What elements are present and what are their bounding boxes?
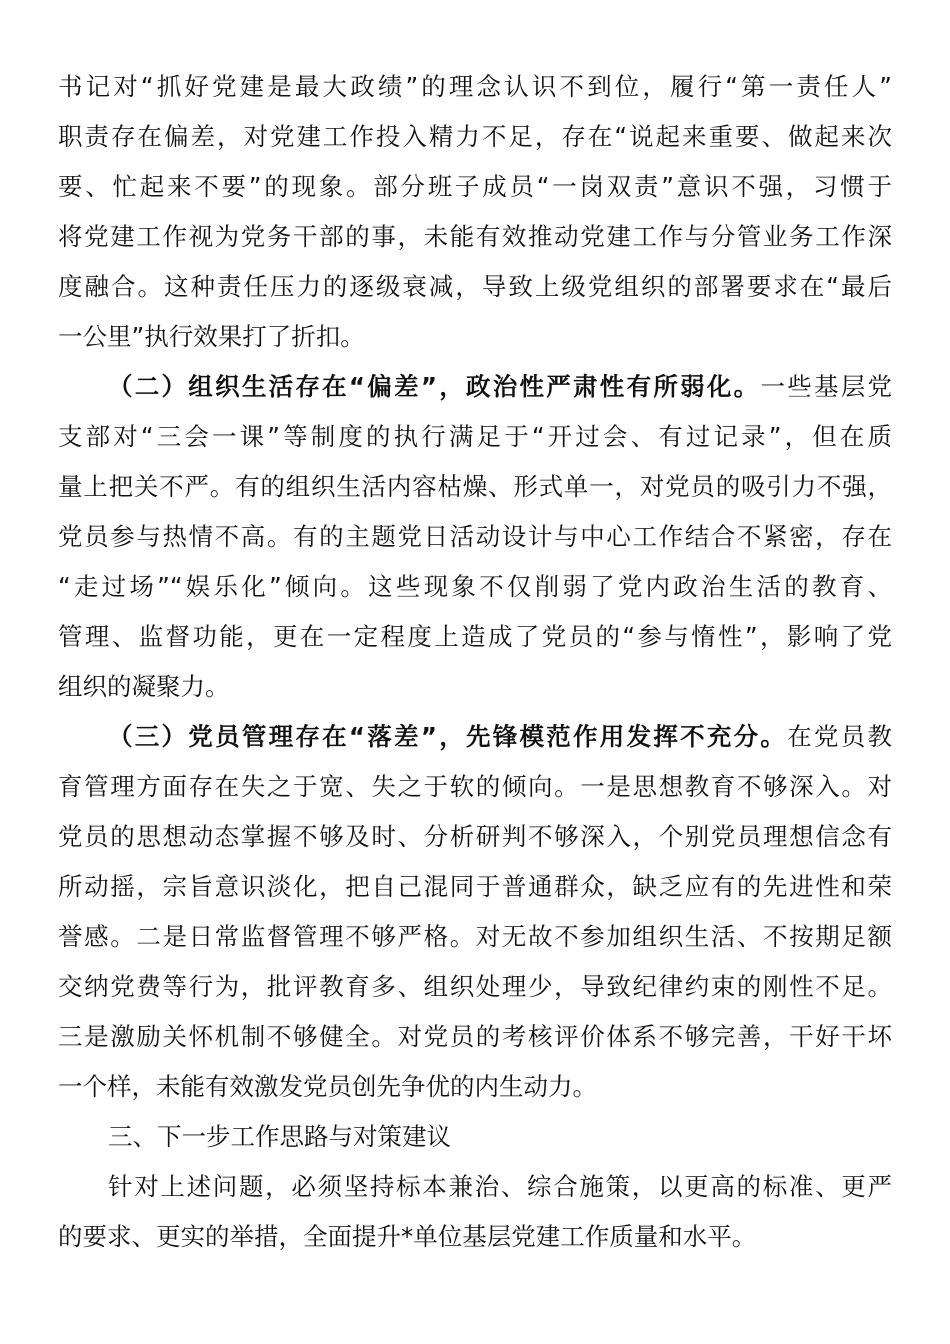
text-line: 育管理方面存在失之于宽、失之于软的倾向。一是思想教育不够深入。对 [58, 772, 892, 801]
text-line: 一个样，未能有效激发党员创先争优的内生动力。 [58, 1072, 597, 1101]
text-line: 职责存在偏差，对党建工作投入精力不足，存在“说起来重要、做起来次 [58, 122, 892, 151]
text-line: 针对上述问题，必须坚持标本兼治、综合施策，以更高的标准、更严 [108, 1172, 892, 1201]
text-line: 组织的凝聚力。 [58, 672, 230, 701]
text-run: 一些基层党 [760, 372, 893, 401]
text-line: 管理、监督功能，更在一定程度上造成了党员的“参与惰性”，影响了党 [58, 622, 892, 651]
text-line: 书记对“抓好党建是最大政绩”的理念认识不到位，履行“第一责任人” [58, 72, 892, 101]
text-line: 支部对“三会一课”等制度的执行满足于“开过会、有过记录”，但在质 [58, 422, 892, 451]
text-line: 党员的思想动态掌握不够及时、分析研判不够深入，个别党员理想信念有 [58, 822, 892, 851]
text-line: “走过场”“娱乐化”倾向。这些现象不仅削弱了党内政治生活的教育、 [58, 572, 892, 601]
section-heading-2: （二）组织生活存在“偏差”，政治性严肃性有所弱化。 [108, 372, 761, 401]
text-line: 三是激励关怀机制不够健全。对党员的考核评价体系不够完善，干好干坏 [58, 1022, 892, 1051]
text-line: 量上把关不严。有的组织生活内容枯燥、形式单一，对党员的吸引力不强， [58, 472, 892, 501]
text-line: 交纳党费等行为，批评教育多、组织处理少，导致纪律约束的刚性不足。 [58, 972, 892, 1001]
text-line: 誉感。二是日常监督管理不够严格。对无故不参加组织生活、不按期足额 [58, 922, 892, 951]
text-line: 党员参与热情不高。有的主题党日活动设计与中心工作结合不紧密，存在 [58, 522, 892, 551]
text-line: 一公里”执行效果打了折扣。 [58, 322, 365, 351]
text-line: 要、忙起来不要”的现象。部分班子成员“一岗双责”意识不强，习惯于 [58, 172, 892, 201]
text-line [108, 370, 892, 404]
text-line [108, 720, 892, 754]
text-line: 所动摇，宗旨意识淡化，把自己混同于普通群众，缺乏应有的先进性和荣 [58, 872, 892, 901]
text-line: 的要求、更实的举措，全面提升*单位基层党建工作质量和水平。 [58, 1222, 757, 1251]
section-heading-3: （三）党员管理存在“落差”，先锋模范作用发挥不充分。 [108, 722, 788, 751]
section-title-3: 三、下一步工作思路与对策建议 [108, 1122, 451, 1151]
text-line: 度融合。这种责任压力的逐级衰减，导致上级党组织的部署要求在“最后 [58, 272, 892, 301]
text-line: 将党建工作视为党务干部的事，未能有效推动党建工作与分管业务工作深 [58, 222, 892, 251]
text-run: 在党员教 [787, 722, 893, 751]
